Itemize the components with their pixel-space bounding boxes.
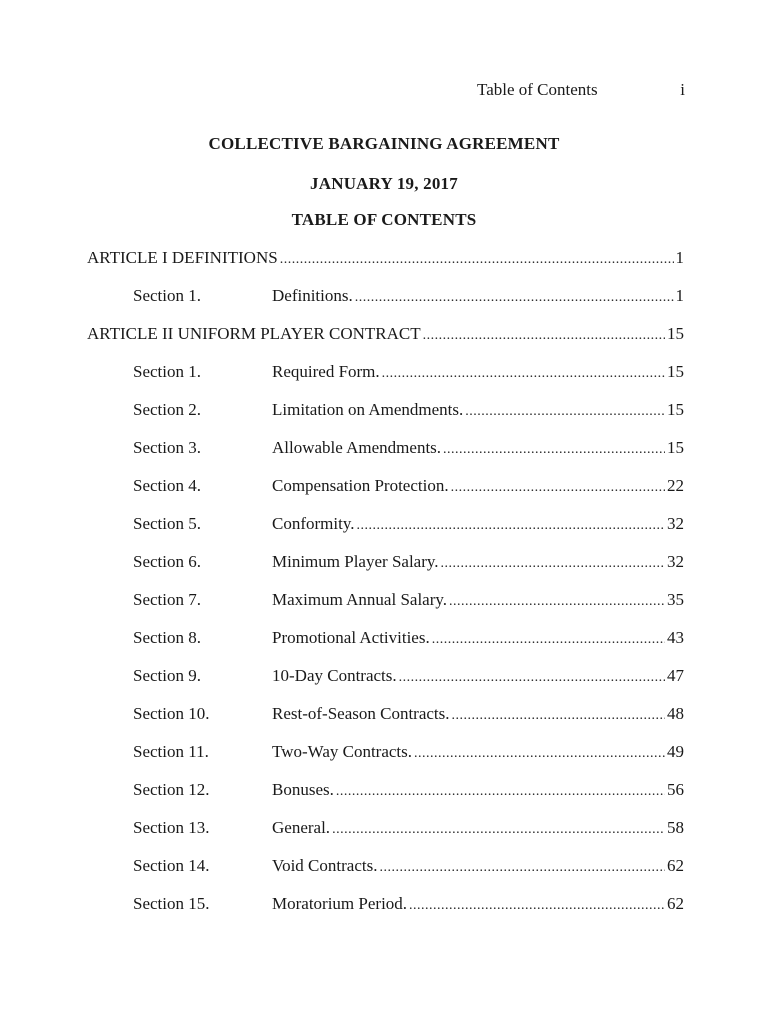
toc-section-number: Section 1. xyxy=(133,286,201,305)
toc-page-number: 62 xyxy=(667,894,684,913)
toc-page-number: 15 xyxy=(667,400,684,419)
toc-section-title: Conformity. xyxy=(272,514,355,533)
toc-article-1[interactable] xyxy=(87,248,684,272)
toc-section-title: Moratorium Period. xyxy=(272,894,408,913)
toc-section-number: Section 12. xyxy=(133,780,210,799)
toc-page-number: 15 xyxy=(667,324,684,343)
toc-section-number: Section 1. xyxy=(133,362,201,381)
toc-section-2-13[interactable] xyxy=(133,818,684,842)
toc-page-number: 32 xyxy=(667,514,684,533)
toc-section-title: Definitions. xyxy=(272,286,353,305)
toc-section-number: Section 15. xyxy=(133,894,210,913)
toc-page-number: 1 xyxy=(675,286,684,305)
toc-section-2-7[interactable] xyxy=(133,590,684,614)
toc-section-number: Section 9. xyxy=(133,666,201,685)
dot-leader xyxy=(443,442,665,458)
dot-leader xyxy=(280,252,674,268)
toc-section-number: Section 4. xyxy=(133,476,201,495)
toc-section-title: Limitation on Amendments. xyxy=(272,400,464,419)
agreement-date: JANUARY 19, 2017 xyxy=(310,174,458,193)
dot-leader xyxy=(449,594,665,610)
toc-section-number: Section 13. xyxy=(133,818,210,837)
page-number: i xyxy=(680,80,685,99)
dot-leader xyxy=(414,746,665,762)
toc-section-title: Maximum Annual Salary. xyxy=(272,590,448,609)
toc-page-number: 49 xyxy=(667,742,684,761)
toc-section-title: Minimum Player Salary. xyxy=(272,552,439,571)
toc-section-title: Two-Way Contracts. xyxy=(272,742,413,761)
running-header-title: Table of Contents xyxy=(477,80,598,99)
toc-section-2-11[interactable] xyxy=(133,742,684,766)
toc-section-title: 10-Day Contracts. xyxy=(272,666,397,685)
toc-section-number: Section 10. xyxy=(133,704,210,723)
running-header xyxy=(477,80,685,102)
toc-section-number: Section 7. xyxy=(133,590,201,609)
toc-section-title: General. xyxy=(272,818,331,837)
toc-page-number: 15 xyxy=(667,438,684,457)
dot-leader xyxy=(451,480,665,496)
toc-section-number: Section 2. xyxy=(133,400,201,419)
dot-leader xyxy=(355,290,674,306)
toc-page-number: 48 xyxy=(667,704,684,723)
toc-page-number: 62 xyxy=(667,856,684,875)
dot-leader xyxy=(336,784,665,800)
toc-page-number: 22 xyxy=(667,476,684,495)
dot-leader xyxy=(379,860,665,876)
toc-section-2-4[interactable] xyxy=(133,476,684,500)
toc-section-2-14[interactable] xyxy=(133,856,684,880)
toc-page-number: 43 xyxy=(667,628,684,647)
toc-page-number: 47 xyxy=(667,666,684,685)
toc-section-title: Allowable Amendments. xyxy=(272,438,442,457)
toc-section-title: Void Contracts. xyxy=(272,856,378,875)
dot-leader xyxy=(332,822,665,838)
dot-leader xyxy=(465,404,665,420)
toc-section-number: Section 6. xyxy=(133,552,201,571)
toc-section-number: Section 11. xyxy=(133,742,209,761)
toc-section-number: Section 8. xyxy=(133,628,201,647)
toc-page-number: 35 xyxy=(667,590,684,609)
toc-section-number: Section 5. xyxy=(133,514,201,533)
toc-section-2-1[interactable] xyxy=(133,362,684,386)
toc-section-2-12[interactable] xyxy=(133,780,684,804)
dot-leader xyxy=(382,366,665,382)
dot-leader xyxy=(441,556,665,572)
toc-page-number: 15 xyxy=(667,362,684,381)
dot-leader xyxy=(399,670,665,686)
toc-article-title: ARTICLE I DEFINITIONS xyxy=(87,248,278,267)
toc-article-title: ARTICLE II UNIFORM PLAYER CONTRACT xyxy=(87,324,421,343)
toc-section-2-6[interactable] xyxy=(133,552,684,576)
toc-article-2[interactable] xyxy=(87,324,684,348)
toc-section-2-9[interactable] xyxy=(133,666,684,690)
toc-section-title: Rest-of-Season Contracts. xyxy=(272,704,450,723)
toc-section-title: Promotional Activities. xyxy=(272,628,430,647)
dot-leader xyxy=(452,708,665,724)
toc-section-2-8[interactable] xyxy=(133,628,684,652)
toc-page-number: 56 xyxy=(667,780,684,799)
toc-section-2-2[interactable] xyxy=(133,400,684,424)
toc-section-title: Compensation Protection. xyxy=(272,476,449,495)
toc-section-number: Section 3. xyxy=(133,438,201,457)
dot-leader xyxy=(432,632,665,648)
dot-leader xyxy=(409,898,665,914)
dot-leader xyxy=(423,328,665,344)
toc-section-2-5[interactable] xyxy=(133,514,684,538)
dot-leader xyxy=(356,518,665,534)
toc-page-number: 58 xyxy=(667,818,684,837)
toc-page-number: 1 xyxy=(675,248,684,267)
toc-section-2-3[interactable] xyxy=(133,438,684,462)
toc-section-1-1[interactable] xyxy=(133,286,684,310)
toc-section-title: Bonuses. xyxy=(272,780,334,799)
toc-section-title: Required Form. xyxy=(272,362,380,381)
toc-section-2-10[interactable] xyxy=(133,704,684,728)
toc-heading: TABLE OF CONTENTS xyxy=(291,210,477,229)
toc-section-number: Section 14. xyxy=(133,856,210,875)
toc-section-2-15[interactable] xyxy=(133,894,684,918)
toc-page-number: 32 xyxy=(667,552,684,571)
agreement-title: COLLECTIVE BARGAINING AGREEMENT xyxy=(208,134,560,153)
